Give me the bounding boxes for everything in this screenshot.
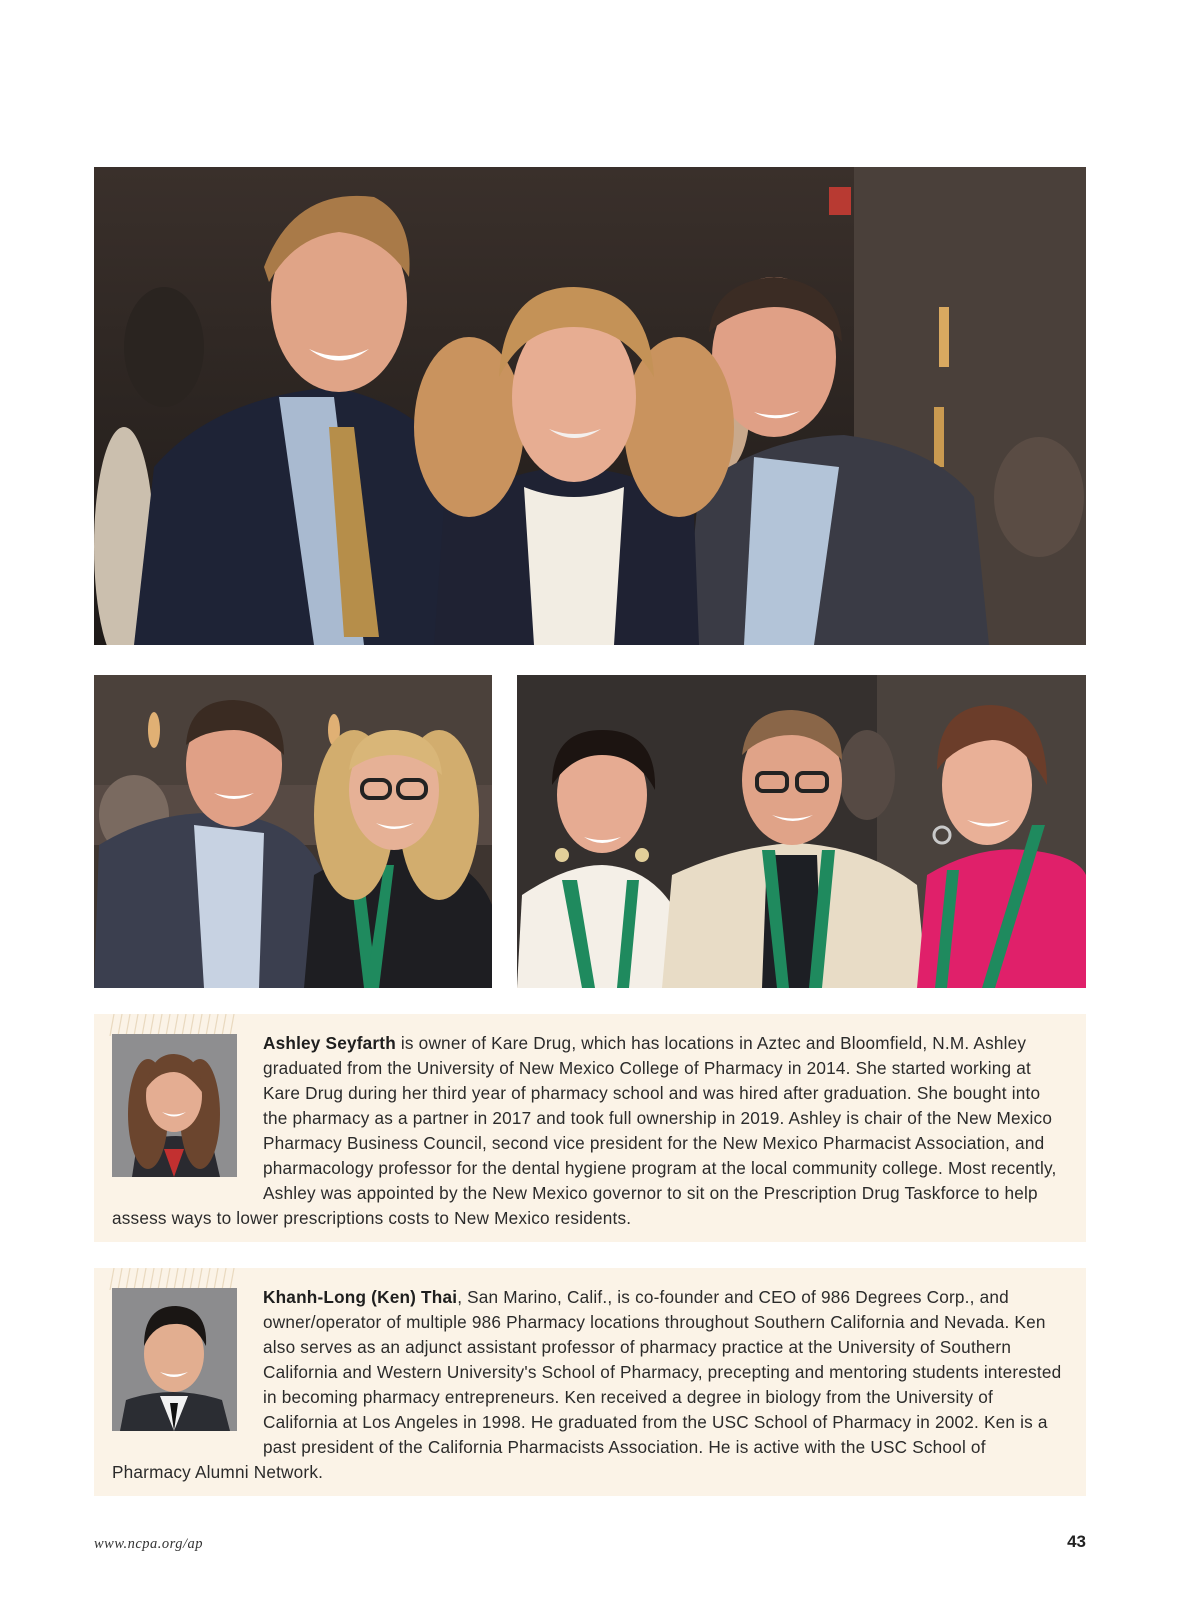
bio-card-ashley-seyfarth xyxy=(94,1014,1086,1242)
bio-name: Ashley Seyfarth xyxy=(263,1033,396,1053)
photo-image xyxy=(94,675,492,988)
bio-card-ken-thai xyxy=(94,1268,1086,1496)
group-photo-top xyxy=(94,167,1086,645)
group-photo-bottom-right xyxy=(517,675,1086,988)
photo-image xyxy=(94,167,1086,645)
bio-body: , San Marino, Calif., is co-founder and CEO of 986 Degrees Corp., and owner/operator of multiple 986 Pharmacy locations throughout Southern California and Nevada. Ken also serves as an adjunct assistant professor of pharmacy practice at the University of Southern California and Western University's School of Pharmacy, precepting and mentoring students interested in becoming pharmacy entrepreneurs. Ken received a degree in biology from the University of California at Los Angeles in 1998. He graduated from the USC School of Pharmacy in 2002. Ken is a past president of the California Pharmacists Association. He is active with the USC School of Pharmacy Alumni Network. xyxy=(112,1287,1062,1482)
page-number: 43 xyxy=(1067,1532,1086,1551)
bio-body: is owner of Kare Drug, which has locations in Aztec and Bloomfield, N.M. Ashley graduated from the University of New Mexico College of Pharmacy in 2014. She started working at Kare Drug during her third year of pharmacy school and was hired after graduation. She bought into the pharmacy as a partner in 2017 and took full ownership in 2019. Ashley is chair of the New Mexico Pharmacy Business Council, second vice president for the New Mexico Pharmacist Association, and pharmacology professor for the dental hygiene program at the local community college. Most recently, Ashley was appointed by the New Mexico governor to sit on the Prescription Drug Taskforce to help assess ways to lower prescriptions costs to New Mexico residents. xyxy=(112,1033,1057,1228)
bio-text xyxy=(112,1031,1066,1231)
bio-text xyxy=(112,1285,1066,1485)
photo-image xyxy=(517,675,1086,988)
footer-url: www.ncpa.org/ap xyxy=(94,1536,204,1552)
bio-name: Khanh-Long (Ken) Thai xyxy=(263,1287,458,1307)
group-photo-bottom-left xyxy=(94,675,492,988)
